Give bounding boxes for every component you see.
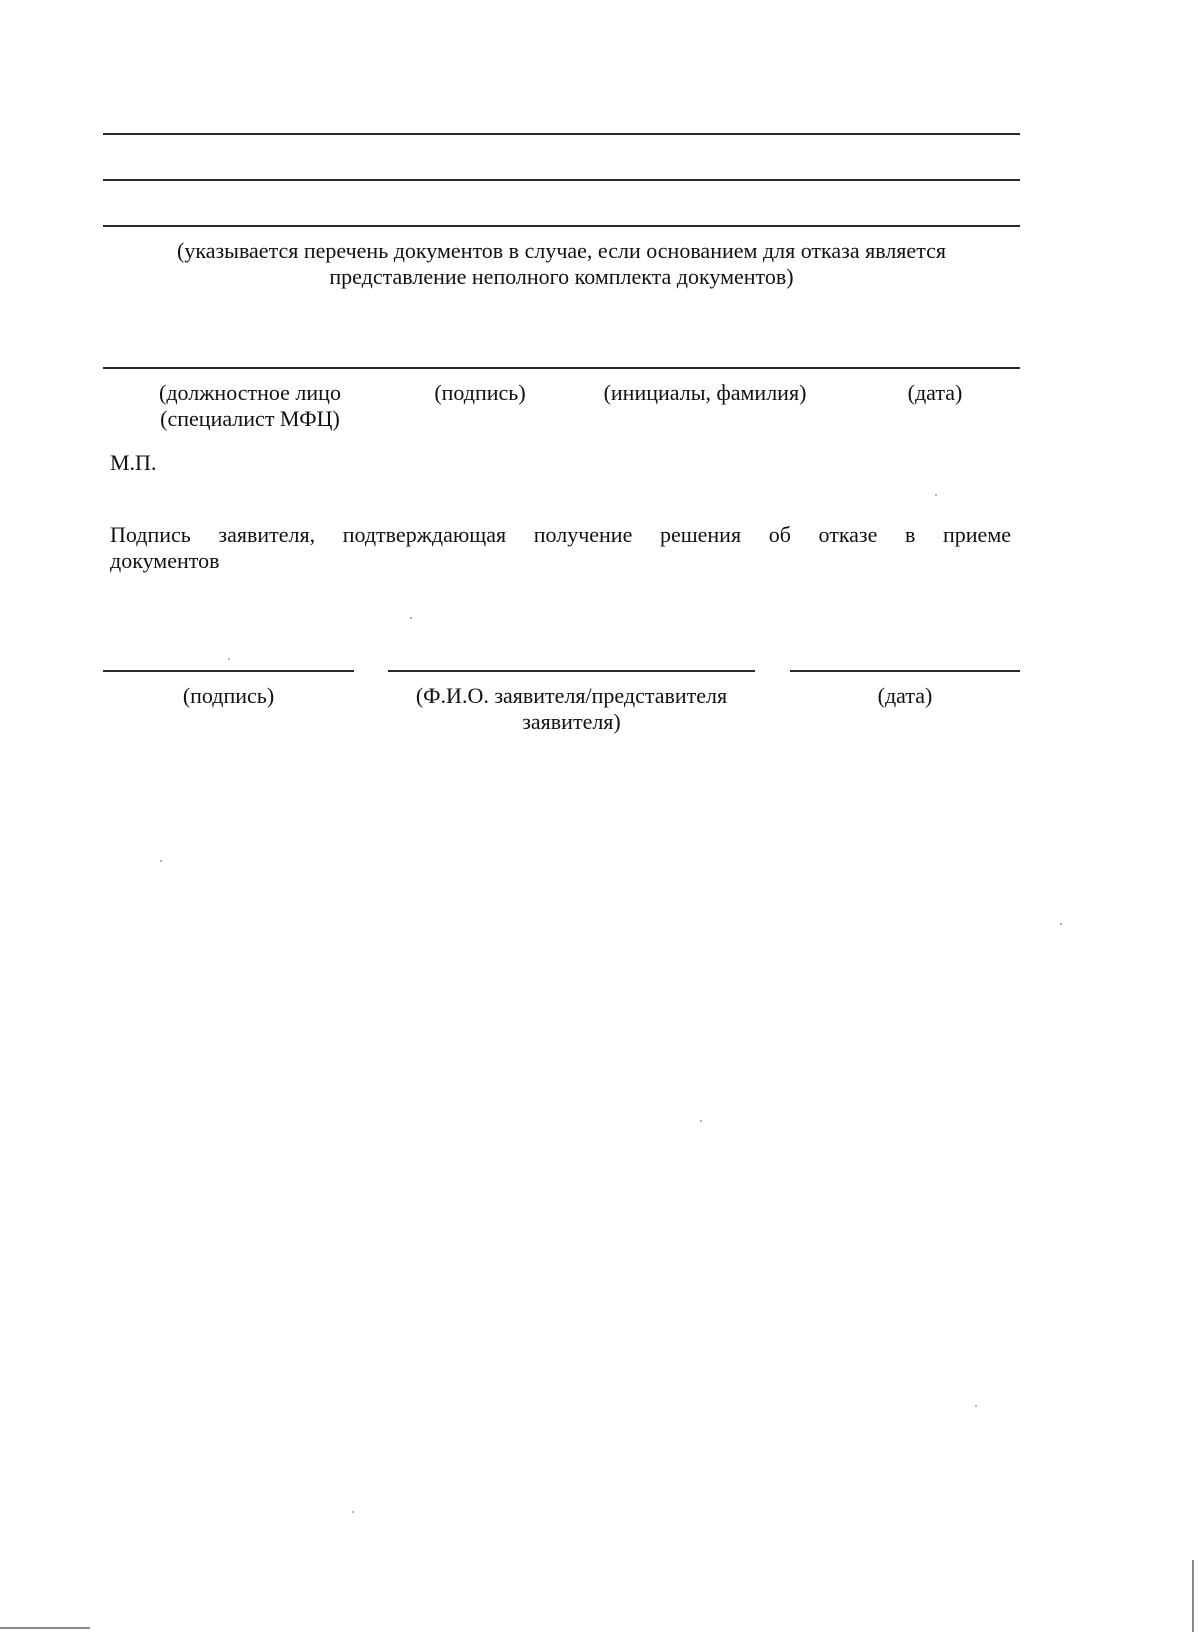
official-signature-line: [103, 367, 1020, 369]
official-position-line-1: (должностное лицо: [159, 380, 341, 405]
applicant-statement-line-1: Подпись заявителя, подтверждающая получение решения об отказе в приеме: [110, 522, 1011, 547]
applicant-name-line-1: (Ф.И.О. заявителя/представителя: [415, 683, 728, 708]
document-list-caption-line-2: представление неполного комплекта документов): [329, 264, 794, 289]
scan-speck: [1060, 923, 1062, 925]
scan-speck: [228, 658, 230, 660]
applicant-statement-line-2: документов: [110, 548, 220, 573]
official-position-caption: [130, 380, 370, 432]
scan-speck: [700, 1120, 702, 1122]
scan-edge-mark: [0, 1627, 90, 1629]
applicant-date-caption: (дата): [877, 683, 933, 708]
official-name-caption: (инициалы, фамилия): [603, 380, 807, 405]
official-date-caption: (дата): [907, 380, 963, 405]
blank-line-1: [103, 133, 1020, 135]
scan-speck: [935, 494, 937, 496]
official-signature-caption: (подпись): [434, 380, 526, 405]
scan-speck: [352, 1511, 354, 1513]
scan-speck: [975, 1405, 977, 1407]
applicant-signature-line: [103, 670, 354, 672]
document-list-caption: [103, 238, 1020, 290]
scan-speck: [160, 860, 162, 862]
document-list-caption-line-1: (указывается перечень документов в случае, если основанием для отказа является: [177, 238, 946, 263]
stamp-mark: М.П.: [110, 450, 157, 475]
scan-edge-mark: [1192, 1560, 1194, 1632]
applicant-date-line: [790, 670, 1020, 672]
scan-speck: [410, 617, 412, 619]
applicant-name-caption: [388, 683, 755, 735]
official-position-line-2: (специалист МФЦ): [160, 406, 340, 431]
applicant-statement: [110, 522, 1011, 574]
applicant-name-line-2: заявителя): [522, 709, 621, 734]
blank-line-2: [103, 179, 1020, 181]
blank-line-3: [103, 225, 1020, 227]
applicant-signature-caption: (подпись): [182, 683, 275, 708]
applicant-name-line: [388, 670, 755, 672]
